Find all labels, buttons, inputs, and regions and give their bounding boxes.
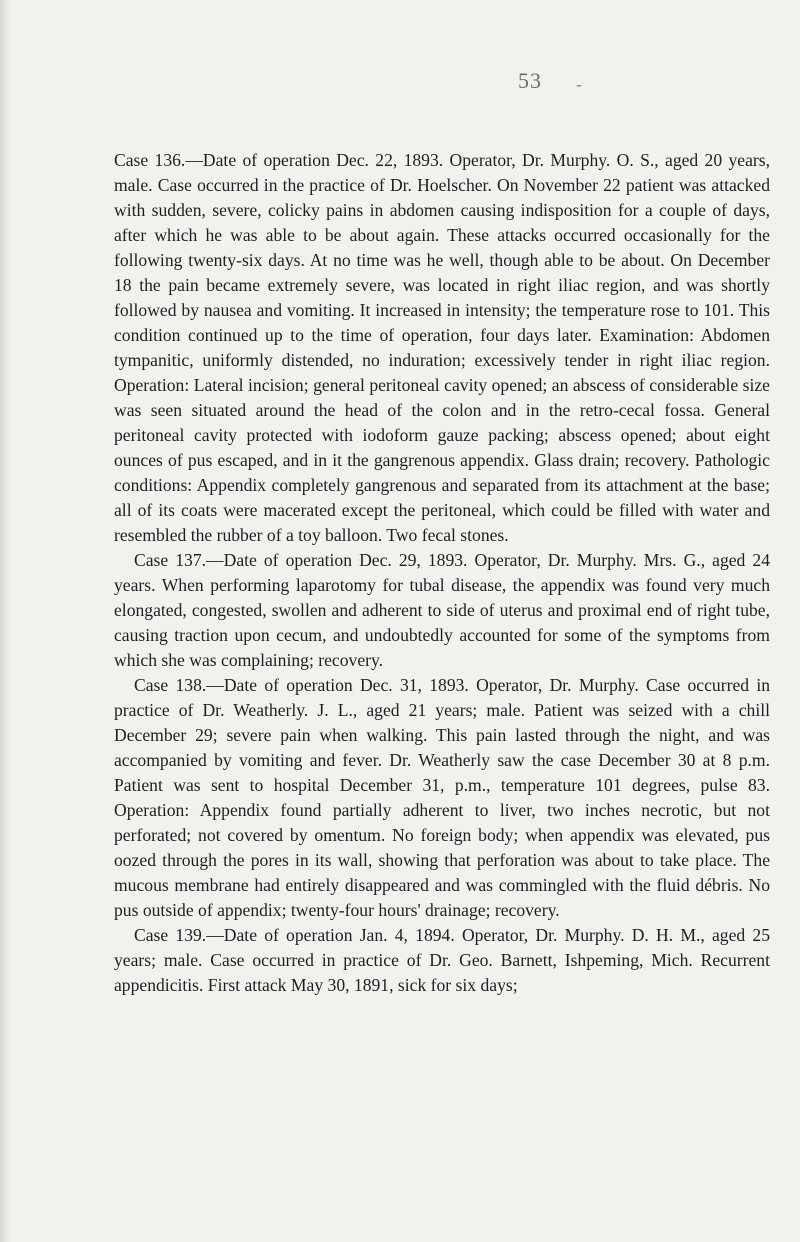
case-139-paragraph: Case 139.—Date of operation Jan. 4, 1894. Operator, Dr. Murphy. D. H. M., aged 25 years; male. Case occurred in practice of Dr. Geo. Barnett, Ishpeming, Mich. Recurrent appendicitis. First attack May 30, 1891, sick for six days; — [114, 925, 770, 995]
page-left-edge — [0, 0, 10, 1242]
stray-mark: - — [576, 74, 582, 94]
page-number: 53 — [518, 68, 542, 93]
body-text — [114, 148, 770, 998]
case-136-paragraph: Case 136.—Date of operation Dec. 22, 1893. Operator, Dr. Murphy. O. S., aged 20 years, male. Case occurred in the practice of Dr. Hoelscher. On November 22 patient was attacked with sudden, severe, colicky pains in abdomen causing indisposition for a couple of days, after which he was able to be about again. These attacks occurred occasionally for the following twenty-six days. At no time was he well, though able to be about. On December 18 the pain became extremely severe, was located in right iliac region, and was shortly followed by nausea and vomiting. It increased in intensity; the temperature rose to 101. This condition continued up to the time of operation, four days later. Examination: Abdomen tympanitic, uniformly distended, no induration; excessively tender in right iliac region. Operation: Lateral incision; general peritoneal cavity opened; an abscess of considerable size was seen situated around the head of the colon and in the retro-cecal fossa. General peritoneal cavity protected with iodoform gauze packing; abscess opened; about eight ounces of pus escaped, and in it the gangrenous appendix. Glass drain; recovery. Pathologic conditions: Appendix completely gangrenous and separated from its attachment at the base; all of its coats were macerated except the peritoneal, which could be filled with water and resembled the rubber of a toy balloon. Two fecal stones. — [114, 150, 770, 545]
case-138-paragraph: Case 138.—Date of operation Dec. 31, 1893. Operator, Dr. Murphy. Case occurred in practice of Dr. Weatherly. J. L., aged 21 years; male. Patient was seized with a chill December 29; severe pain when walking. This pain lasted through the night, and was accompanied by vomiting and fever. Dr. Weatherly saw the case December 30 at 8 p.m. Patient was sent to hospital December 31, p.m., temperature 101 degrees, pulse 83. Operation: Appendix found partially adherent to liver, two inches necrotic, but not perforated; not covered by omentum. No foreign body; when appendix was elevated, pus oozed through the pores in its wall, showing that perforation was about to take place. The mucous membrane had entirely disappeared and was commingled with the fluid débris. No pus outside of appendix; twenty-four hours' drainage; recovery. — [114, 675, 770, 920]
case-137-paragraph: Case 137.—Date of operation Dec. 29, 1893. Operator, Dr. Murphy. Mrs. G., aged 24 years. When performing laparotomy for tubal disease, the appendix was found very much elongated, congested, swollen and adherent to side of uterus and proximal end of right tube, causing traction upon cecum, and undoubtedly accounted for some of the symptoms from which she was complaining; recovery. — [114, 550, 770, 670]
